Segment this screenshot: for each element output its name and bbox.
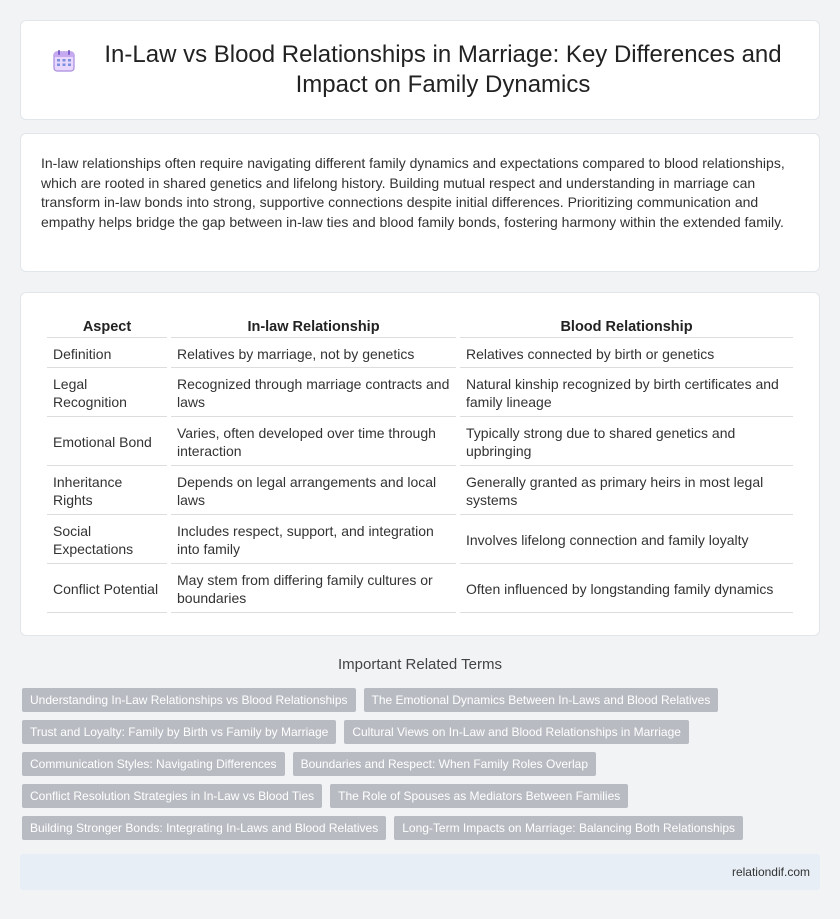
table-cell: Legal Recognition [47,370,167,417]
related-terms-heading: Important Related Terms [338,656,502,673]
comparison-table [43,313,797,615]
column-header-in-law: In-law Relationship [171,315,456,338]
site-name[interactable]: relationdif.com [731,865,810,879]
table-cell: Social Expectations [47,517,167,564]
related-term-tag[interactable]: Long-Term Impacts on Marriage: Balancing Both Relationships [394,816,743,840]
related-term-tag[interactable]: Trust and Loyalty: Family by Birth vs Family by Marriage [22,720,336,744]
related-term-tag[interactable]: Communication Styles: Navigating Differences [22,752,285,776]
tag-row [22,816,822,840]
table-row [47,419,793,466]
related-term-tag[interactable]: Boundaries and Respect: When Family Roles Overlap [293,752,596,776]
page-title: In-Law vs Blood Relationships in Marriage: Key Differences and Impact on Family Dynamics [104,41,782,98]
table-cell: Emotional Bond [47,419,167,466]
tag-row [22,720,822,744]
related-term-tag[interactable]: Cultural Views on In-Law and Blood Relationships in Marriage [344,720,689,744]
table-cell: Conflict Potential [47,566,167,613]
table-cell: Relatives by marriage, not by genetics [171,340,456,368]
table-cell: Recognized through marriage contracts and laws [171,370,456,417]
table-row [47,340,793,368]
related-term-tag[interactable]: Conflict Resolution Strategies in In-Law vs Blood Ties [22,784,322,808]
intro-paragraph: In-law relationships often require navigating different family dynamics and expectations compared to blood relationships, which are rooted in shared genetics and lifelong history. Building mutual respect and understanding in marriage can transform in-law bonds into strong, supportive connections despite initial differences. Prioritizing communication and empathy helps bridge the gap between in-law ties and blood family bonds, fostering harmony within the extended family. [41,155,785,230]
table-cell: Inheritance Rights [47,468,167,515]
table-cell: Definition [47,340,167,368]
column-header-blood: Blood Relationship [460,315,793,338]
tag-row [22,688,822,712]
comparison-card [20,292,820,636]
related-terms-list [22,688,822,848]
table-row [47,370,793,417]
table-cell: Often influenced by longstanding family dynamics [460,566,793,613]
table-cell: Includes respect, support, and integration into family [171,517,456,564]
tag-row [22,784,822,808]
table-cell: Generally granted as primary heirs in most legal systems [460,468,793,515]
footer [20,854,820,890]
table-cell: Relatives connected by birth or genetics [460,340,793,368]
calendar-icon [51,48,77,74]
table-cell: Varies, often developed over time through interaction [171,419,456,466]
related-term-tag[interactable]: The Role of Spouses as Mediators Between Families [330,784,628,808]
table-cell: Involves lifelong connection and family loyalty [460,517,793,564]
table-row [47,468,793,515]
column-header-aspect: Aspect [47,315,167,338]
table-cell: Depends on legal arrangements and local laws [171,468,456,515]
related-term-tag[interactable]: The Emotional Dynamics Between In-Laws and Blood Relatives [364,688,719,712]
related-term-tag[interactable]: Understanding In-Law Relationships vs Blood Relationships [22,688,356,712]
title-wrap [21,40,819,100]
tag-row [22,752,822,776]
intro-card [20,133,820,272]
table-cell: May stem from differing family cultures or boundaries [171,566,456,613]
table-row [47,566,793,613]
table-header-row [47,315,793,338]
title-card [20,20,820,120]
related-term-tag[interactable]: Building Stronger Bonds: Integrating In-Laws and Blood Relatives [22,816,386,840]
table-cell: Typically strong due to shared genetics and upbringing [460,419,793,466]
table-row [47,517,793,564]
table-cell: Natural kinship recognized by birth certificates and family lineage [460,370,793,417]
